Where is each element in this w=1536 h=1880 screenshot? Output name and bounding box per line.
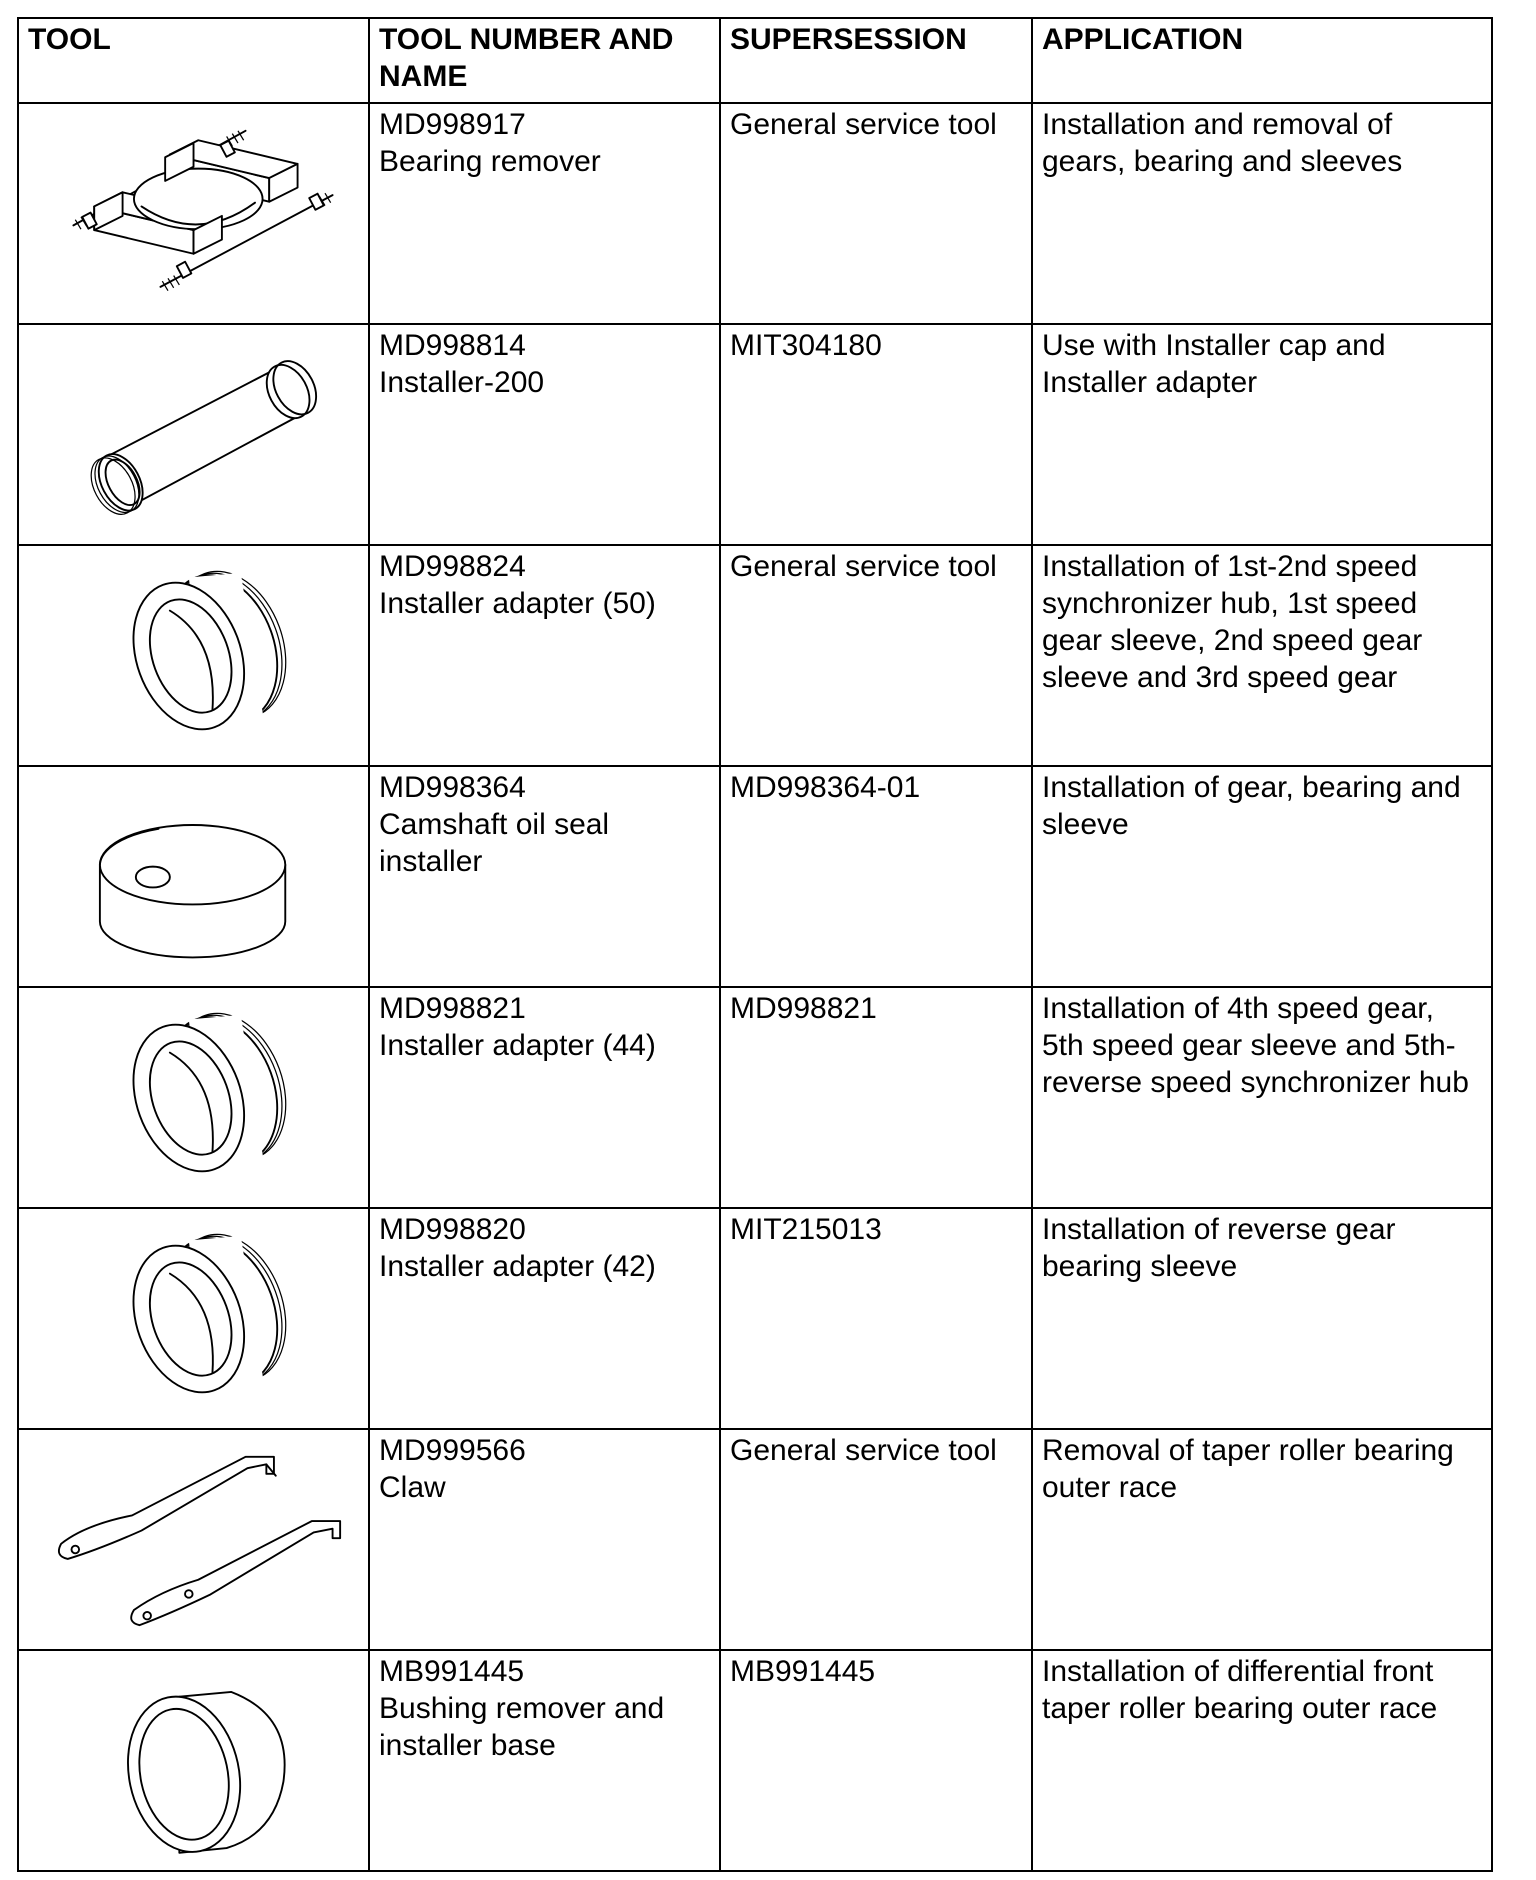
supersession-cell: MD998821 <box>720 987 1032 1208</box>
supersession-cell: General service tool <box>720 1429 1032 1650</box>
tool-number: MD999566 <box>379 1434 526 1467</box>
tool-number-name-cell <box>369 1650 720 1871</box>
header-tool: TOOL <box>18 18 369 103</box>
installer-tube-icon <box>28 327 360 544</box>
supersession-cell: MD998364-01 <box>720 766 1032 987</box>
application-cell: Installation of 4th speed gear, 5th speed gear sleeve and 5th-reverse speed synchronizer hub <box>1032 987 1492 1208</box>
installer-adapter-ring-icon <box>28 1211 360 1428</box>
bushing-base-icon <box>28 1653 360 1870</box>
tool-number: MB991445 <box>379 1655 525 1688</box>
supersession-cell: General service tool <box>720 545 1032 766</box>
supersession-cell: General service tool <box>720 103 1032 324</box>
special-tools-table <box>17 17 1493 1872</box>
tool-name: Camshaft oil seal installer <box>379 808 610 878</box>
tool-name: Installer adapter (44) <box>379 1029 656 1062</box>
bearing-remover-icon <box>28 106 360 323</box>
tool-number-name-cell <box>369 545 720 766</box>
tool-number: MD998917 <box>379 108 526 141</box>
table-row <box>18 766 1492 987</box>
header-supersession: SUPERSESSION <box>720 18 1032 103</box>
tool-number-name-cell <box>369 103 720 324</box>
tool-number-name-cell <box>369 324 720 545</box>
application-cell: Installation of 1st-2nd speed synchronizer hub, 1st speed gear sleeve, 2nd speed gear sleeve and 3rd speed gear <box>1032 545 1492 766</box>
application-cell: Installation and removal of gears, bearing and sleeves <box>1032 103 1492 324</box>
header-row <box>18 18 1492 103</box>
tool-number-name-cell <box>369 1429 720 1650</box>
tool-name: Bearing remover <box>379 145 601 178</box>
tool-image-cell <box>18 545 369 766</box>
tool-number: MD998814 <box>379 329 526 362</box>
table-row <box>18 545 1492 766</box>
header-tool-number-and-name: TOOL NUMBER AND NAME <box>369 18 720 103</box>
tool-number-name-cell <box>369 766 720 987</box>
installer-adapter-ring-icon <box>28 990 360 1207</box>
tool-number: MD998364 <box>379 771 526 804</box>
tool-number-name-cell <box>369 987 720 1208</box>
application-cell: Installation of gear, bearing and sleeve <box>1032 766 1492 987</box>
tool-image-cell <box>18 324 369 545</box>
tool-image-cell <box>18 987 369 1208</box>
tool-number: MD998820 <box>379 1213 526 1246</box>
supersession-cell: MIT304180 <box>720 324 1032 545</box>
tool-name: Installer adapter (50) <box>379 587 656 620</box>
supersession-cell: MIT215013 <box>720 1208 1032 1429</box>
tool-number-name-cell <box>369 1208 720 1429</box>
tool-image-cell <box>18 1429 369 1650</box>
tool-image-cell <box>18 1208 369 1429</box>
header-application: APPLICATION <box>1032 18 1492 103</box>
tool-name: Installer-200 <box>379 366 545 399</box>
tool-image-cell <box>18 766 369 987</box>
application-cell: Installation of differential front taper roller bearing outer race <box>1032 1650 1492 1871</box>
tool-number: MD998824 <box>379 550 526 583</box>
claw-icon <box>28 1432 360 1649</box>
tool-name: Bushing remover and installer base <box>379 1692 665 1762</box>
table-row <box>18 1650 1492 1871</box>
table-row <box>18 103 1492 324</box>
installer-adapter-ring-icon <box>28 548 360 765</box>
supersession-cell: MB991445 <box>720 1650 1032 1871</box>
application-cell: Installation of reverse gear bearing sleeve <box>1032 1208 1492 1429</box>
tool-name: Installer adapter (42) <box>379 1250 656 1283</box>
table-row <box>18 987 1492 1208</box>
tool-name: Claw <box>379 1471 446 1504</box>
oil-seal-installer-icon <box>28 769 360 986</box>
tool-image-cell <box>18 103 369 324</box>
tool-image-cell <box>18 1650 369 1871</box>
table-row <box>18 324 1492 545</box>
tool-number: MD998821 <box>379 992 526 1025</box>
table-row <box>18 1208 1492 1429</box>
application-cell: Use with Installer cap and Installer adapter <box>1032 324 1492 545</box>
application-cell: Removal of taper roller bearing outer race <box>1032 1429 1492 1650</box>
table-row <box>18 1429 1492 1650</box>
